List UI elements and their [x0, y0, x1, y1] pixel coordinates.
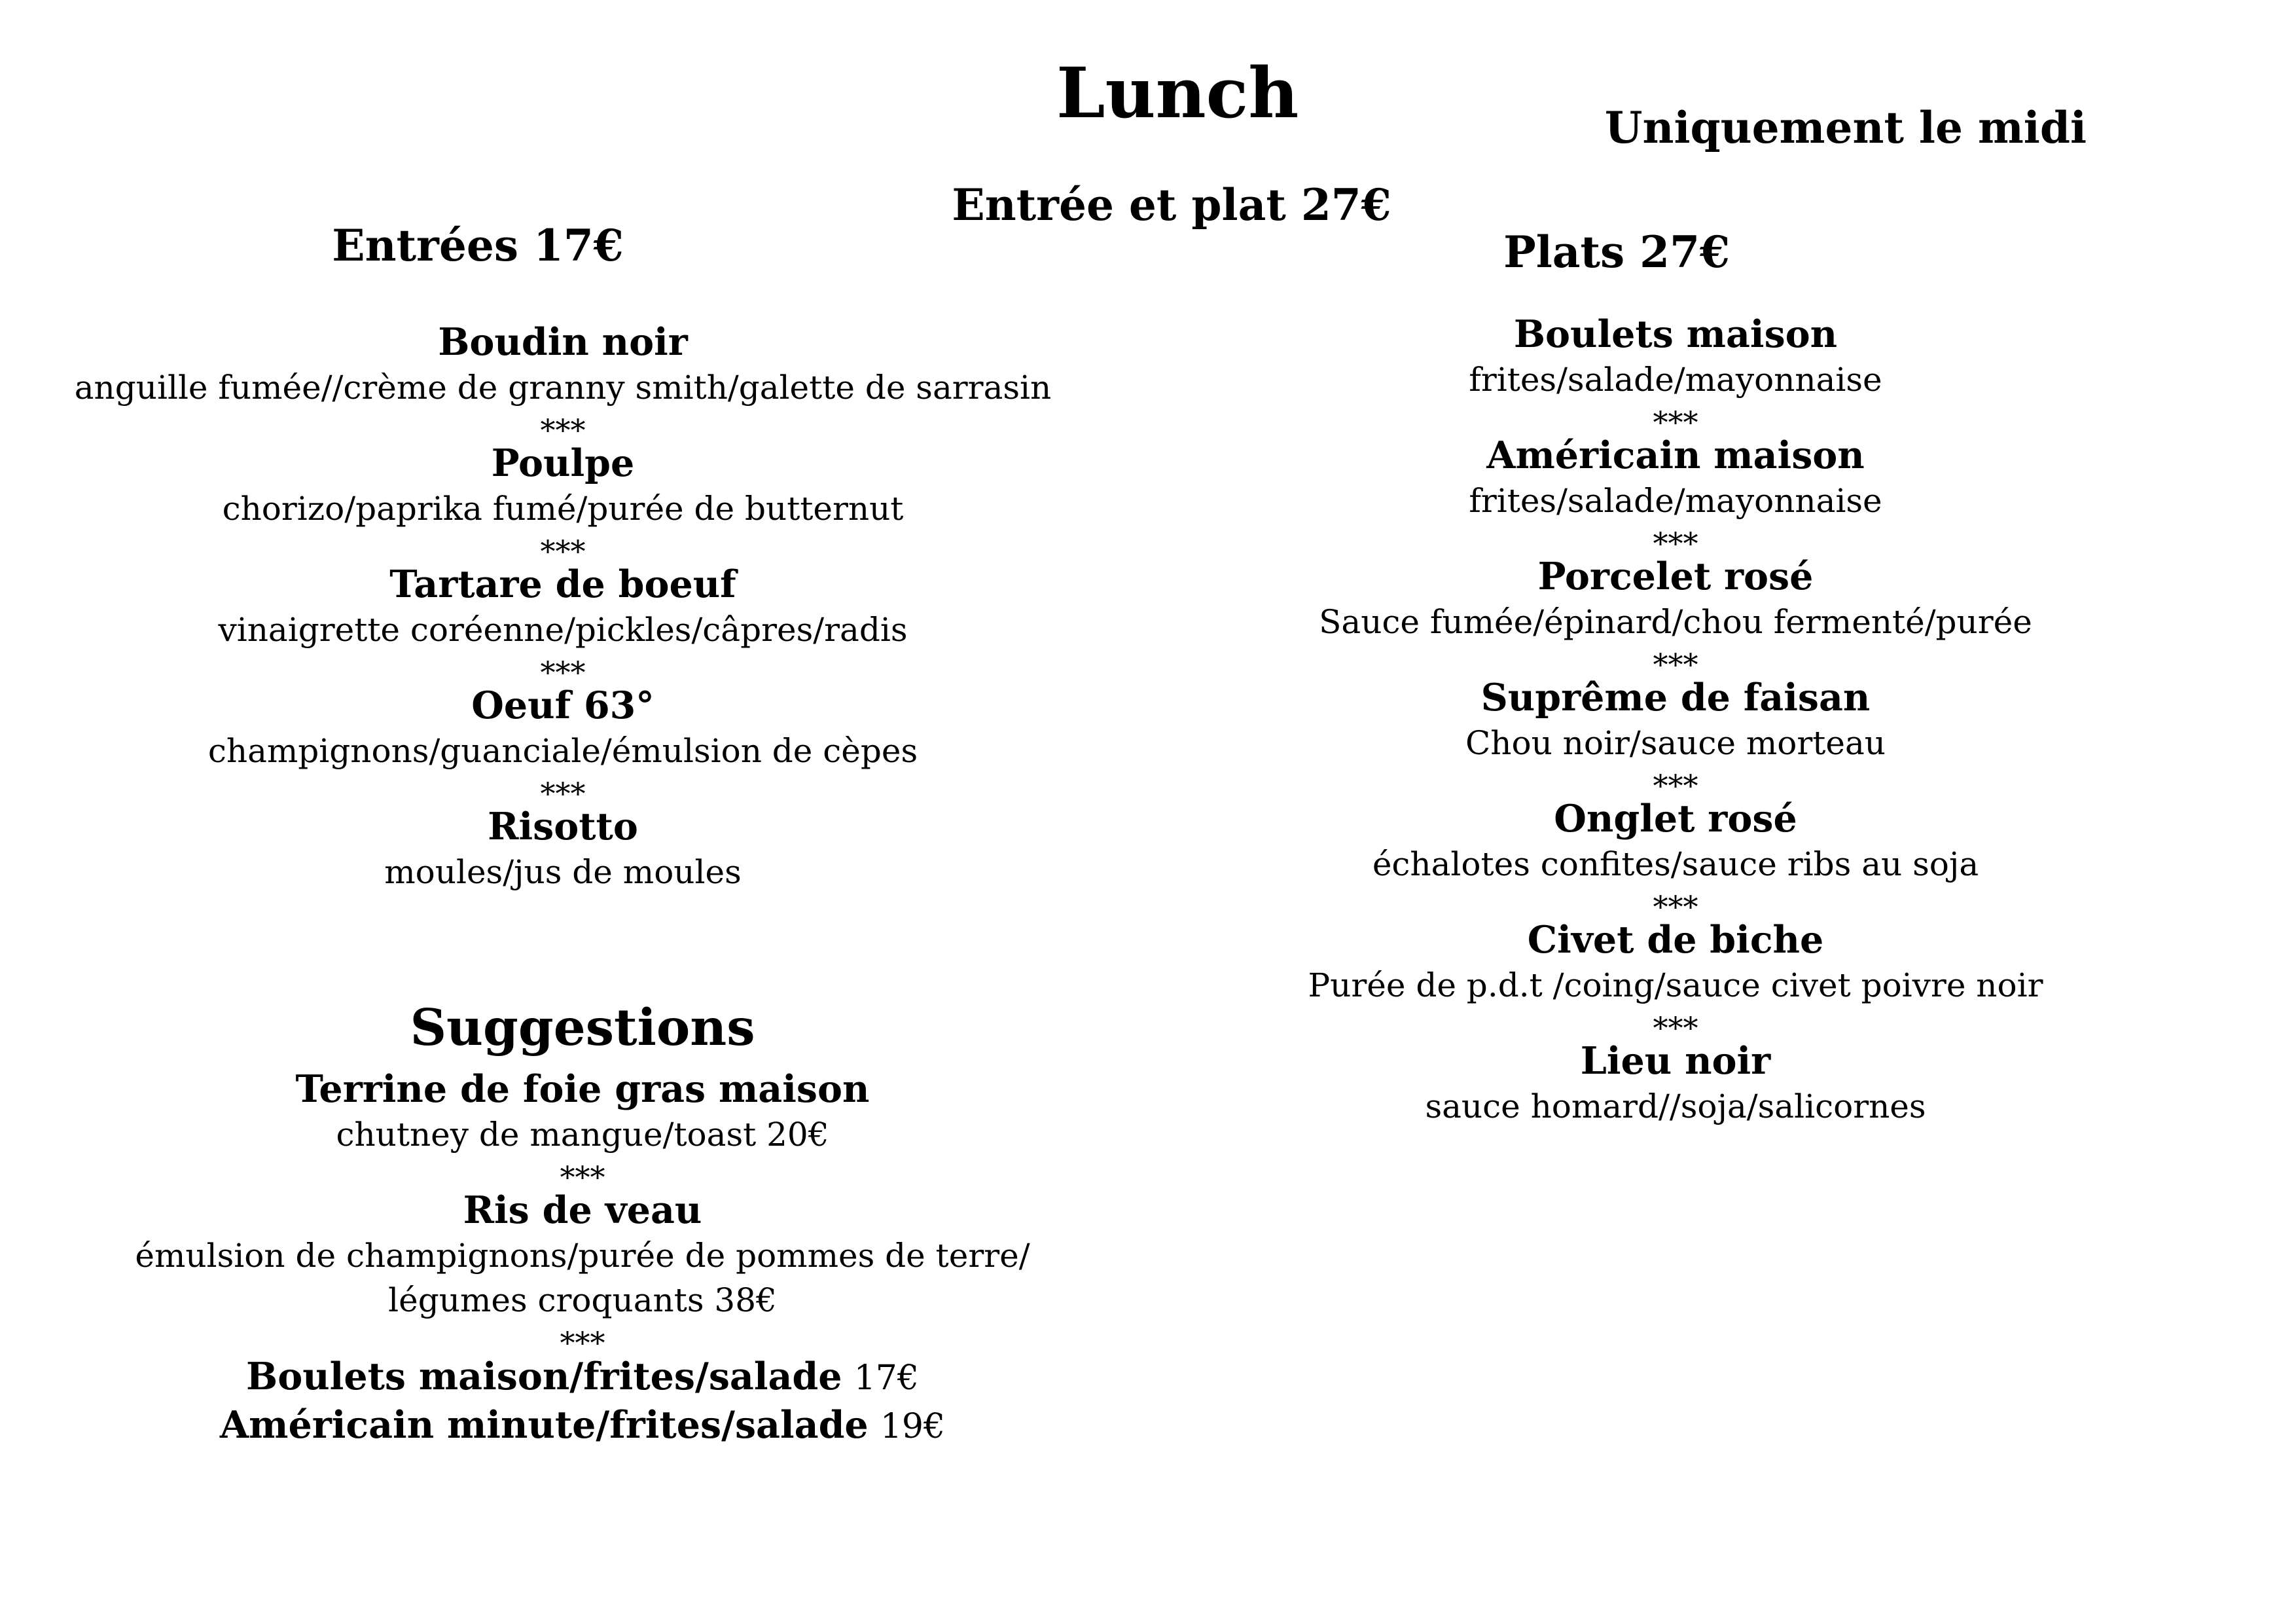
extra-dish [39, 1402, 1126, 1450]
dish-name: Tartare de boeuf [389, 562, 736, 606]
separator [39, 1322, 1126, 1353]
dish-description: Sauce fumée/épinard/chou fermenté/purée [1319, 603, 2032, 641]
dish-description: légumes croquants 38€ [388, 1281, 777, 1319]
dish-name: Boulets maison [1513, 312, 1838, 356]
dish-name: Terrine de foie gras maison [295, 1067, 870, 1111]
extra-dish-name: Boulets maison/frites/salade [246, 1355, 842, 1398]
separator [39, 773, 1086, 804]
dish-item [39, 804, 1086, 894]
separator [1283, 523, 2068, 554]
dish-item [1283, 1038, 2068, 1129]
separator [39, 531, 1086, 562]
menu-title: Lunch [1056, 52, 1299, 134]
dish-name: Boudin noir [438, 320, 688, 364]
dish-description: anguille fumée//crème de granny smith/galette de sarrasin [74, 369, 1052, 407]
separator [39, 652, 1086, 683]
separator-text: *** [560, 1159, 605, 1188]
dish-name: Porcelet rosé [1537, 555, 1814, 598]
separator-text: *** [1653, 889, 1698, 917]
extra-dish-price: 17€ [853, 1359, 919, 1398]
dish-item [1283, 675, 2068, 765]
dish-item [1283, 312, 2068, 402]
separator-text: *** [1653, 647, 1698, 675]
dish-item [39, 319, 1086, 410]
separator [1283, 1008, 2068, 1038]
separator [39, 410, 1086, 441]
separator-text: *** [1653, 1010, 1698, 1038]
dish-description: vinaigrette coréenne/pickles/câpres/radis [218, 611, 908, 649]
dish-item [39, 1067, 1126, 1157]
dish-name: Civet de biche [1527, 918, 1824, 962]
plats-heading: Plats 27€ [1503, 227, 1730, 278]
separator-text: *** [540, 534, 586, 562]
extra-dish-name: Américain minute/frites/salade [219, 1403, 869, 1447]
dish-description: Purée de p.d.t /coing/sauce civet poivre noir [1308, 966, 2043, 1004]
separator [39, 1157, 1126, 1188]
separator [1283, 765, 2068, 796]
dish-name: Ris de veau [463, 1188, 702, 1232]
dish-description: sauce homard//soja/salicornes [1425, 1087, 1926, 1125]
dish-description: échalotes confites/sauce ribs au soja [1372, 845, 1979, 883]
entrees-list [39, 319, 1086, 894]
dish-name: Américain maison [1486, 433, 1865, 477]
dish-name: Suprême de faisan [1480, 676, 1871, 720]
formula-price: Entrée et plat 27€ [952, 179, 1391, 230]
separator [1283, 402, 2068, 433]
dish-description: Chou noir/sauce morteau [1465, 724, 1886, 762]
dish-description: chutney de mangue/toast 20€ [336, 1116, 829, 1154]
separator-text: *** [540, 412, 586, 441]
plats-list [1283, 312, 2068, 1129]
dish-item [39, 683, 1086, 773]
dish-description: frites/salade/mayonnaise [1469, 482, 1882, 520]
separator-text: *** [1653, 768, 1698, 796]
dish-description: émulsion de champignons/purée de pommes de terre/ [135, 1237, 1030, 1275]
separator-text: *** [1653, 526, 1698, 554]
extra-dish-price: 19€ [880, 1407, 946, 1446]
dish-item [39, 562, 1086, 652]
extra-dish [39, 1353, 1126, 1402]
dish-description: chorizo/paprika fumé/purée de butternut [222, 490, 904, 528]
suggestions-heading: Suggestions [410, 998, 755, 1057]
separator [1283, 644, 2068, 675]
separator-text: *** [540, 776, 586, 804]
dish-item [1283, 796, 2068, 886]
dish-item [1283, 554, 2068, 644]
dish-name: Poulpe [491, 441, 635, 485]
separator-text: *** [1653, 405, 1698, 433]
separator-text: *** [560, 1325, 605, 1353]
separator [1283, 886, 2068, 917]
suggestions-section [39, 992, 1126, 1450]
dish-name: Onglet rosé [1554, 797, 1797, 841]
dish-description: frites/salade/mayonnaise [1469, 361, 1882, 399]
dish-name: Risotto [488, 805, 638, 848]
separator-text: *** [540, 655, 586, 683]
dish-item [39, 441, 1086, 531]
entrees-heading: Entrées 17€ [332, 220, 624, 271]
lunch-only-note: Uniquement le midi [1604, 102, 2087, 153]
dish-description: champignons/guanciale/émulsion de cèpes [207, 732, 918, 770]
dish-item [1283, 917, 2068, 1008]
dish-name: Oeuf 63° [471, 684, 655, 727]
dish-item [39, 1188, 1126, 1322]
dish-name: Lieu noir [1580, 1039, 1771, 1083]
dish-item [1283, 433, 2068, 523]
dish-description: moules/jus de moules [384, 853, 742, 891]
